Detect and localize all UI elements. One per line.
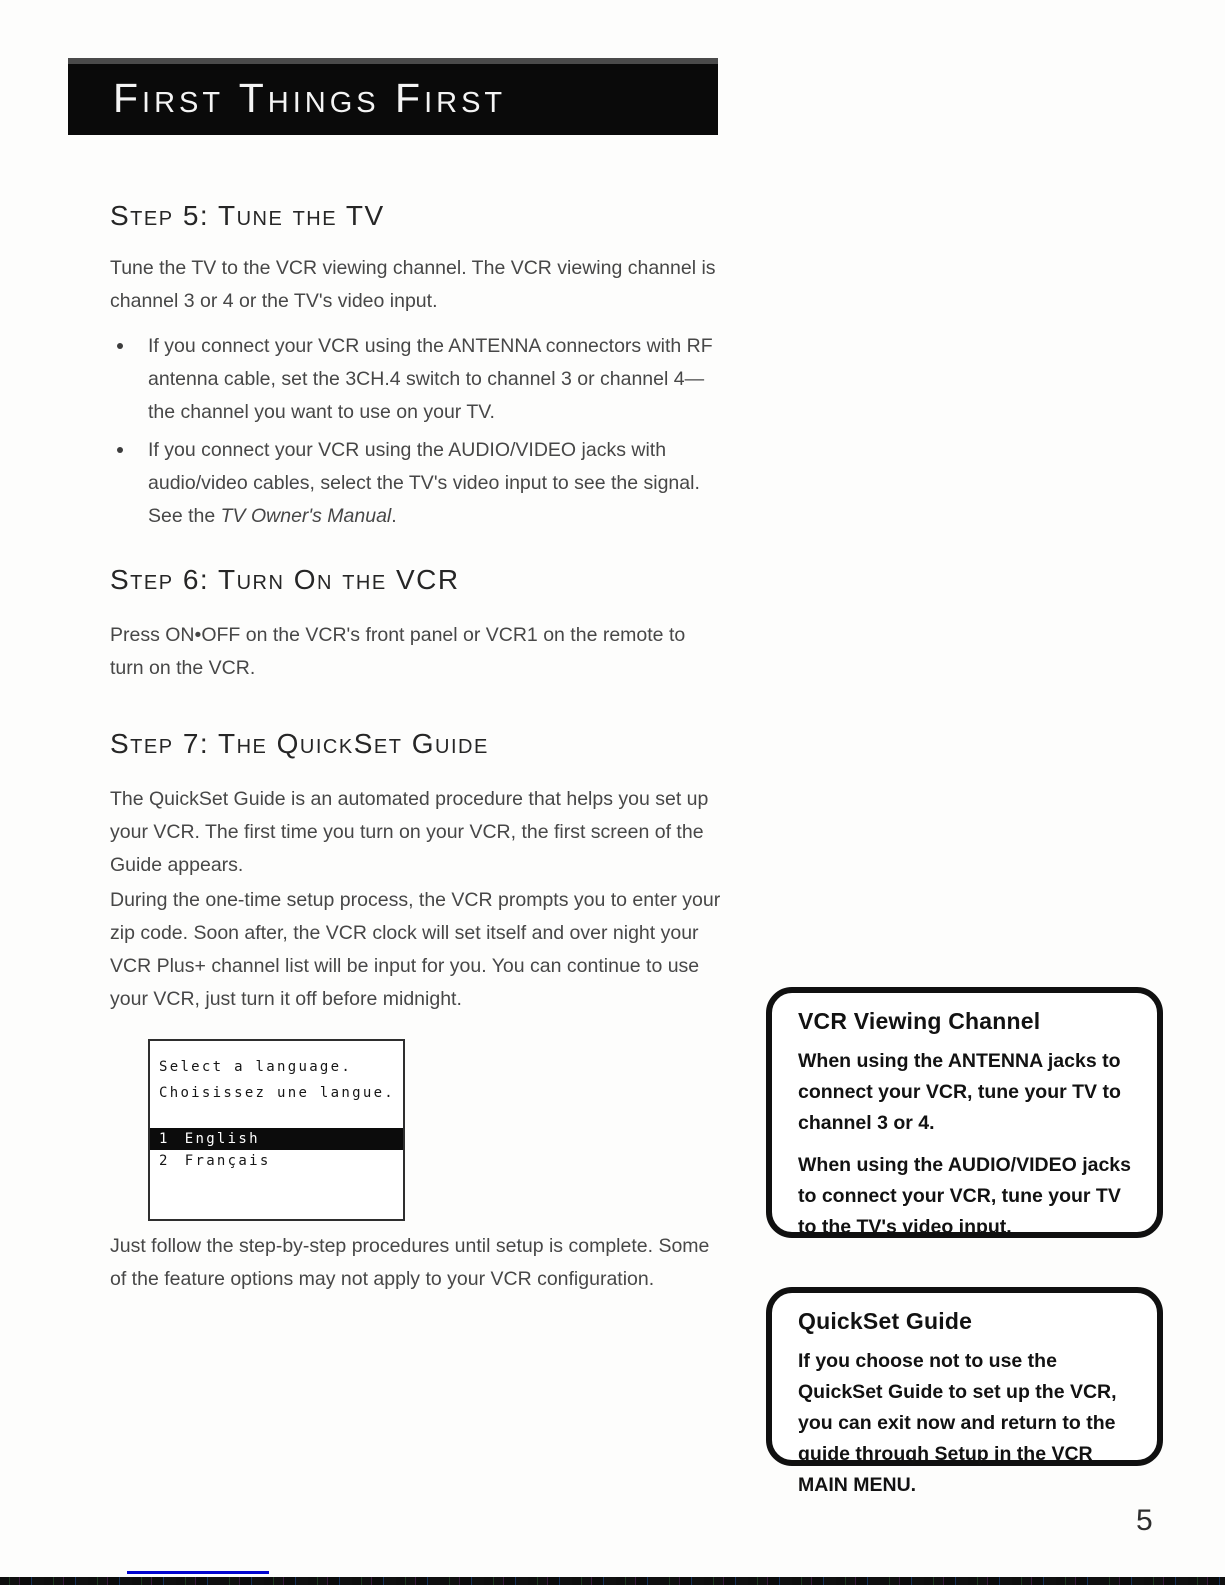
step7-paragraph-1: The QuickSet Guide is an automated procedure that helps you set up your VCR. The first time you turn on your VCR, the first screen of the Guide appears. (110, 788, 709, 876)
step6-heading: Step 6: Turn On the VCR (110, 564, 460, 595)
option-label: Français (184, 1153, 271, 1169)
scan-artifact-blue-line (127, 1571, 269, 1574)
bullet-item-antenna (110, 330, 724, 429)
callout-title: QuickSet Guide (798, 1308, 973, 1334)
option-number: 2 (159, 1153, 170, 1169)
bullet-marker (117, 343, 123, 349)
callout-title: VCR Viewing Channel (798, 1008, 1041, 1034)
step7-paragraph-3: Just follow the step-by-step procedures until setup is complete. Some of the feature options may not apply to your VCR configuration. (110, 1235, 710, 1290)
language-option-english (150, 1128, 403, 1150)
bullet-marker (117, 447, 123, 453)
language-options (150, 1128, 403, 1172)
section-header-bar (68, 58, 718, 135)
callout-paragraph: If you choose not to use the QuickSet Guide to set up the VCR, you can exit now and return to the guide through Setup in the VCR MAIN MENU. (798, 1350, 1117, 1496)
screen-line-english: Select a language. (159, 1059, 353, 1075)
bullet-text: If you connect your VCR using the AUDIO/VIDEO jacks with audio/video cables, select the TV's video input to see the signal. See the (148, 439, 700, 527)
scan-artifact-bottom-bar (0, 1577, 1225, 1585)
screen-line-french: Choisissez une langue. (159, 1085, 396, 1101)
callout-paragraph: When using the AUDIO/VIDEO jacks to connect your VCR, tune your TV to the TV's video input. (798, 1154, 1131, 1238)
step5-heading: Step 5: Tune the TV (110, 200, 385, 231)
page-number: 5 (1136, 1504, 1153, 1537)
tv-screen-mockup (148, 1039, 405, 1221)
bullet-text-italic: TV Owner's Manual (220, 505, 392, 527)
step5-intro: Tune the TV to the VCR viewing channel. The VCR viewing channel is channel 3 or 4 or the TV's video input. (110, 257, 716, 312)
callout-quickset-guide (766, 1287, 1163, 1496)
option-label: English (184, 1131, 260, 1147)
callout-vcr-viewing-channel (766, 987, 1163, 1238)
page-title: First Things First (113, 75, 507, 121)
option-number: 1 (159, 1131, 170, 1147)
callout-paragraph: When using the ANTENNA jacks to connect your VCR, tune your TV to channel 3 or 4. (798, 1050, 1121, 1134)
language-option-french (150, 1150, 403, 1172)
step7-paragraph-2: During the one-time setup process, the VCR prompts you to enter your zip code. Soon after, the VCR clock will set itself and over night your VCR Plus+ channel list will be input for you. You can continue to use your VCR, just turn it off before midnight. (110, 889, 721, 1010)
step6-body: Press ON•OFF on the VCR's front panel or VCR1 on the remote to turn on the VCR. (110, 624, 686, 679)
step7-heading: Step 7: The QuickSet Guide (110, 728, 489, 759)
bullet-item-audio-video (110, 434, 724, 533)
bullet-text: If you connect your VCR using the ANTENNA connectors with RF antenna cable, set the 3CH.4 switch to channel 3 or channel 4—the channel you want to use on your TV. (148, 335, 713, 423)
bullet-text-suffix: . (391, 505, 397, 527)
